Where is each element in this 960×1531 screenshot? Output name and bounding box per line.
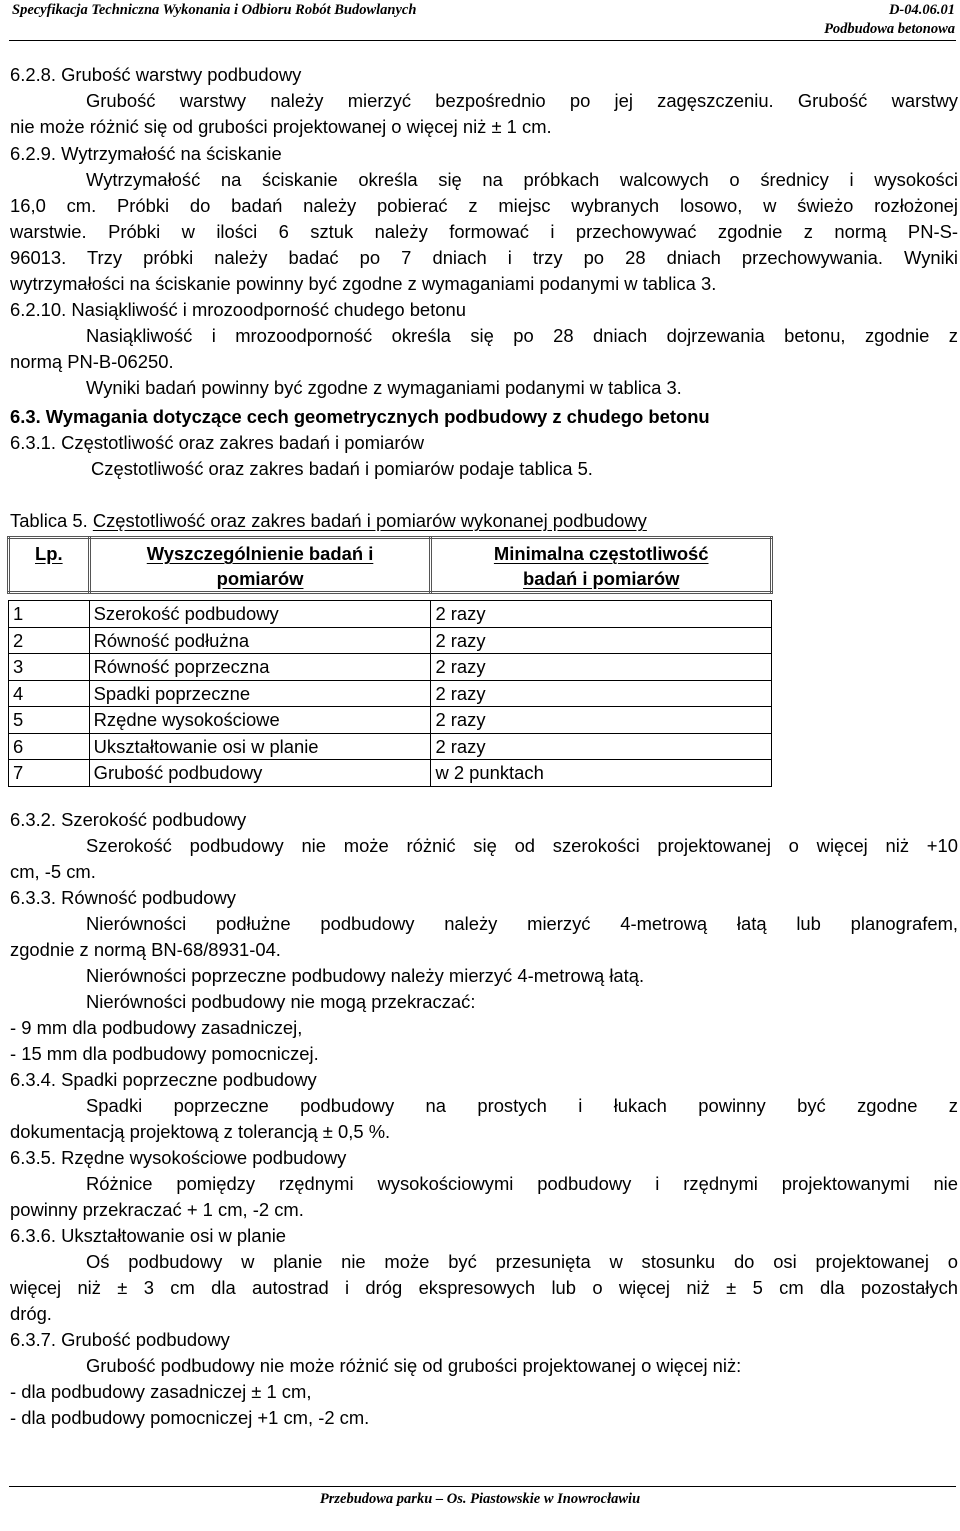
paragraph-line: Nierówności podłużne podbudowy należy mierzyć 4-metrową łatą lub planografem, (86, 913, 958, 934)
header-frequency: Minimalna częstotliwość badań i pomiarów (431, 538, 772, 593)
table-row: 2 Równość podłużna 2 razy (9, 627, 772, 654)
paragraph-line: Wytrzymałość na ściskanie określa się na próbkach walcowych o średnicy i wysokości (86, 169, 958, 190)
table-row: 6 Ukształtowanie osi w planie 2 razy (9, 733, 772, 760)
section-heading: 6.3.4. Spadki poprzeczne podbudowy (10, 1069, 317, 1090)
frequency-table (7, 536, 773, 787)
paragraph-line: Nasiąkliwość i mrozoodporność określa się po 28 dniach dojrzewania betonu, zgodnie z (86, 325, 958, 346)
paragraph-line: Częstotliwość oraz zakres badań i pomiarów podaje tablica 5. (91, 458, 593, 479)
section-heading-bold: 6.3. Wymagania dotyczące cech geometrycznych podbudowy z chudego betonu (10, 406, 710, 427)
table-caption-text: Częstotliwość oraz zakres badań i pomiarów wykonanej podbudowy (92, 510, 647, 531)
section-heading: 6.2.9. Wytrzymałość na ściskanie (10, 143, 282, 164)
paragraph-line: Grubość podbudowy nie może różnić się od grubości projektowanej o więcej niż: (86, 1355, 742, 1376)
paragraph-line: cm, -5 cm. (10, 861, 96, 882)
footer-rule (9, 1486, 956, 1487)
page-footer: Przebudowa parku – Os. Piastowskie w Inowrocławiu (319, 1491, 641, 1507)
paragraph-line: 16,0 cm. Próbki do badań należy pobierać z miejsc wybranych losowo, w świeżo rozłożonej (10, 195, 958, 216)
paragraph-line: wytrzymałości na ściskanie powinny być zgodne z wymaganiami podanymi w tablica 3. (10, 273, 717, 294)
paragraph-line: Różnice pomiędzy rzędnymi wysokościowymi podbudowy i rzędnymi projektowanymi nie (86, 1173, 958, 1194)
paragraph-line: Nierówności poprzeczne podbudowy należy mierzyć 4-metrową łatą. (86, 965, 645, 986)
header-rule (9, 40, 956, 41)
paragraph-line: Nierówności podbudowy nie mogą przekraczać: (86, 991, 476, 1012)
section-heading: 6.3.7. Grubość podbudowy (10, 1329, 230, 1350)
paragraph-line: więcej niż ± 3 cm dla autostrad i dróg ekspresowych lub o więcej niż ± 5 cm dla pozostałych (10, 1277, 958, 1298)
spec-subtitle: Podbudowa betonowa (824, 21, 955, 37)
header-item: Wyszczególnienie badań i pomiarów (89, 538, 431, 593)
table-row: 7 Grubość podbudowy w 2 punktach (9, 760, 772, 787)
table-row: 4 Spadki poprzeczne 2 razy (9, 680, 772, 707)
section-heading: 6.3.6. Ukształtowanie osi w planie (10, 1225, 287, 1246)
section-heading: 6.3.5. Rzędne wysokościowe podbudowy (10, 1147, 347, 1168)
paragraph-line: Grubość warstwy należy mierzyć bezpośrednio po jej zagęszczeniu. Grubość warstwy (86, 90, 958, 111)
spec-code: D-04.06.01 (888, 2, 955, 18)
list-item: - 9 mm dla podbudowy zasadniczej, (10, 1017, 303, 1038)
paragraph-line: powinny przekraczać + 1 cm, -2 cm. (10, 1199, 304, 1220)
spec-title: Specyfikacja Techniczna Wykonania i Odbioru Robót Budowlanych (12, 2, 417, 18)
table-header-row (9, 538, 772, 593)
table-row: 3 Równość poprzeczna 2 razy (9, 654, 772, 681)
paragraph-line: Wyniki badań powinny być zgodne z wymaganiami podanymi w tablica 3. (86, 377, 682, 398)
paragraph-line: warstwie. Próbki w ilości 6 sztuk należy formować i przechowywać zgodnie z normą PN-S- (10, 221, 958, 242)
paragraph-line: normą PN-B-06250. (10, 351, 174, 372)
paragraph-line: dróg. (10, 1303, 52, 1324)
section-heading: 6.3.3. Równość podbudowy (10, 887, 236, 908)
section-heading: 6.3.1. Częstotliwość oraz zakres badań i pomiarów (10, 432, 424, 453)
header-lp: Lp. (9, 538, 90, 593)
list-item: - dla podbudowy pomocniczej +1 cm, -2 cm. (10, 1407, 370, 1428)
paragraph-line: Spadki poprzeczne podbudowy na prostych i łukach powinny być zgodne z (86, 1095, 958, 1116)
table-row: 5 Rzędne wysokościowe 2 razy (9, 707, 772, 734)
section-heading: 6.3.2. Szerokość podbudowy (10, 809, 247, 830)
list-item: - dla podbudowy zasadniczej ± 1 cm, (10, 1381, 312, 1402)
table-spacer (9, 593, 772, 601)
paragraph-line: Oś podbudowy w planie nie może być przesunięta w stosunku do osi projektowanej o (86, 1251, 958, 1272)
section-heading: 6.2.10. Nasiąkliwość i mrozoodporność chudego betonu (10, 299, 466, 320)
table-caption-label: Tablica 5. (10, 510, 93, 531)
table-row: 1 Szerokość podbudowy 2 razy (9, 601, 772, 628)
paragraph-line: nie może różnić się od grubości projektowanej o więcej niż ± 1 cm. (10, 116, 552, 137)
page-header (0, 0, 960, 40)
paragraph-line: zgodnie z normą BN-68/8931-04. (10, 939, 281, 960)
paragraph-line: 96013. Trzy próbki należy badać po 7 dniach i trzy po 28 dniach przechowywania. Wyniki (10, 247, 958, 268)
paragraph-line: Szerokość podbudowy nie może różnić się od szerokości projektowanej o więcej niż +10 (86, 835, 958, 856)
list-item: - 15 mm dla podbudowy pomocniczej. (10, 1043, 319, 1064)
section-heading: 6.2.8. Grubość warstwy podbudowy (10, 64, 302, 85)
table-caption (10, 508, 958, 534)
paragraph-line: dokumentacją projektową z tolerancją ± 0,5 %. (10, 1121, 391, 1142)
